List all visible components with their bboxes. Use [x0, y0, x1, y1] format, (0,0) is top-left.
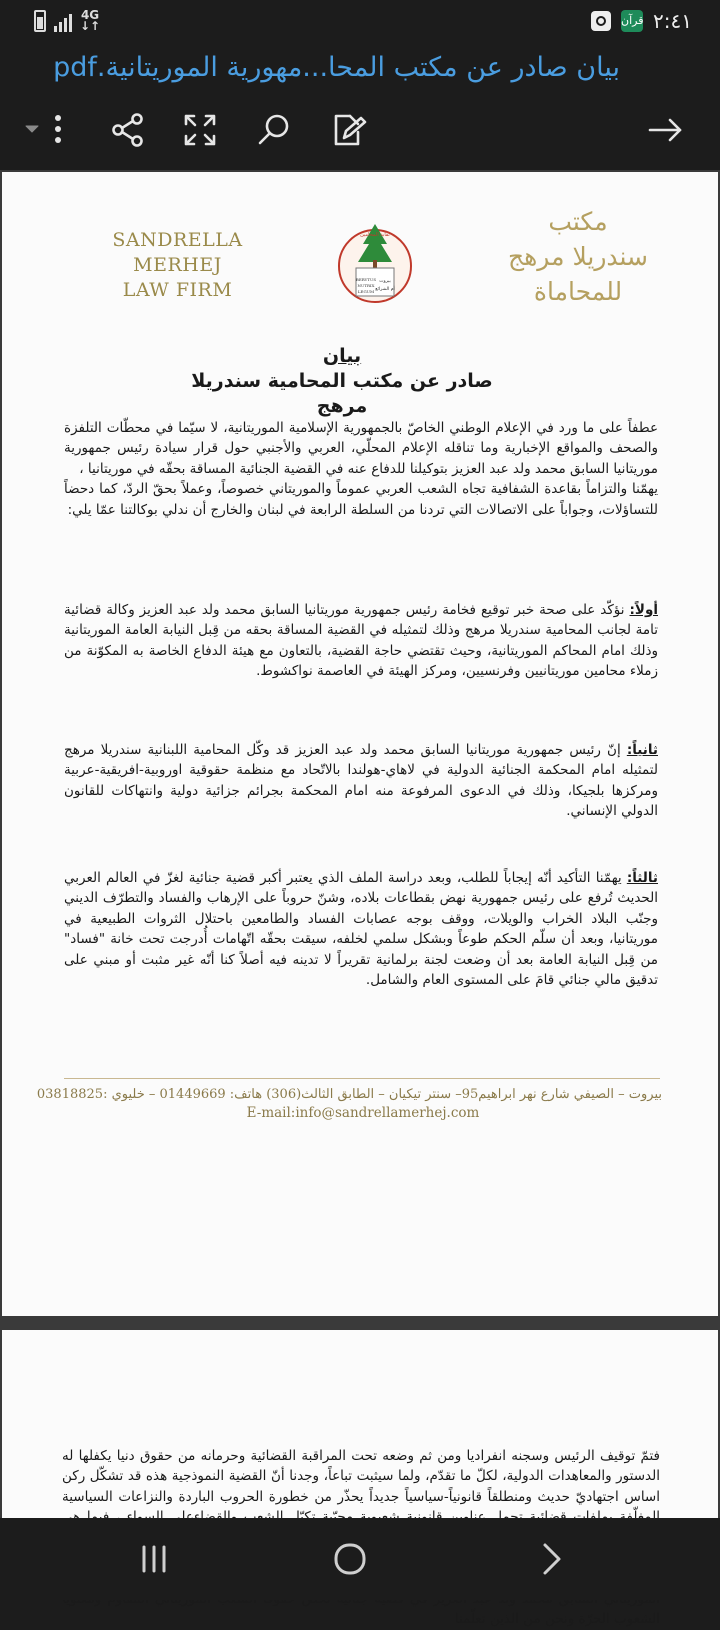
status-right: [591, 9, 692, 33]
pdf-viewer[interactable]: [0, 170, 720, 1628]
alarm-icon: [591, 11, 611, 31]
fullscreen-button[interactable]: [178, 108, 222, 152]
home-button[interactable]: [320, 1534, 380, 1584]
paragraph-first: أولاً: نؤكّد على صحة خبر توقيع فخامة رئيس جمهورية موريتانيا السابق محمد ولد عبد العزيز وكالة قضائية تامة لجانب المحامية سندريلا مرهج وذلك لتمثيله في القضية المساقة بحقه من قِبل النيابة العامة الموريتانية وذلك امام المحاكم الموريتانية، وحيث تقتضي حاجة القضية، بالتعاون مع هيئة الدفاع الخاصة به المكوّنة من زملاء محامين موريتانيين وفرنسيين، ومركز الهيئة في العاصمة نواكشوط.: [64, 602, 658, 680]
status-time: ٢:٤١: [653, 9, 692, 33]
pdf-page-1: [2, 172, 718, 1316]
status-bar: [0, 0, 720, 44]
svg-text:بيروت: بيروت: [379, 279, 391, 284]
paragraph-third: ثالثاً: يهمّنا التأكيد أنّه إيجاباً للطلب، وبعد دراسة الملف الذي يعتبر أكبر قضية جنائية لغزّ في العالم العربي الحديث تُرفع على رئيس جمهورية نهض بقطاعات بلاده، وشنّ حروباً على الإرهاب والفساد والتطرّف الديني وجنّب البلاد الخراب والويلات، ووقف بوجه عصابات الفساد والطامعين باحتلال الثروات الطبيعية في موريتانيا، وبعد أن سلّم الحكم طوعاً وبشكل سلمي لخلفه، سيقت بحقّه اتّهامات أُدرجت تحت خانة "فساد" من قِبل النيابة العامة بعد أن وضعت لجنة برلمانية تقريراً لا تدينه فيه أصلاً كنا أنّه غير مثبت أو مبني على تدقيق مالي جنائي قامَ على المستوى العام والشامل.: [64, 870, 658, 989]
edit-pdf-icon: [330, 112, 366, 148]
svg-text:LEGUM: LEGUM: [357, 289, 375, 294]
svg-text:أم الشرائع: أم الشرائع: [375, 287, 395, 292]
footer-email: E-mail:info@sandrellamerhej.com: [246, 1105, 480, 1121]
firm-name-arabic: مكتب سندريلا مرهج للمحاماة: [507, 207, 648, 306]
paragraph-label: ثالثاً:: [626, 870, 658, 886]
recent-apps-button[interactable]: [124, 1534, 184, 1584]
network-type: 4G ↓↑: [80, 8, 101, 33]
home-icon: [330, 1539, 370, 1579]
intro-paragraph: عطفاً على ما ورد في الإعلام الوطني الخاصّ بالجمهورية الإسلامية الموريتانية، لا سيّما في محطّات التلفزة والصحف والمواقع الإخبارية وما تناقله الإعلام المحلّي، العربي والأجنبي حول قرار سيادة رئيس جمهورية موريتانيا السابق محمد ولد عبد العزيز بتوكيلنا للدفاع عنه في القضية الجنائية المساقة بحقّه في موريتانيا ، يهمّنا والتزاماً بقاعدة الشفافية تجاه الشعب العربي عموماً والموريتاني خصوصاً، وعملاً بحقّ الردّ، كما دحضاً للتساؤلات، وجواباً على الاتصالات التي تردنا من السلطة الرابعة في لبنان والخارج أن ندلي بوكالتنا عمّا يلي:: [64, 420, 658, 518]
bar-association-seal-logo: [336, 206, 414, 306]
back-button[interactable]: [520, 1534, 580, 1584]
svg-text:BERYTUS: BERYTUS: [355, 277, 377, 282]
paragraph-label: أولاً:: [629, 602, 658, 618]
more-options-icon: [20, 110, 70, 150]
statement-heading: [182, 344, 502, 419]
fullscreen-icon: [182, 112, 218, 148]
system-navigation-bar: [0, 1518, 720, 1600]
statement-subtitle: صادر عن مكتب المحامية سندريلا مرهج: [191, 370, 493, 417]
page-2-paragraph: فتمّ توقيف الرئيس وسجنه انفراديا ومن ثم وضعه تحت المراقبة القضائية وحرمانه من حقوق دنيا يكفلها له الدستور والمعاهدات الدولية، لكلّ ما تقدّم، ولما سيثبت تباعاً، وجدنا أنّ القضية النموذجية هذه قد تشكّل ركن اساس اجتهاديّ حديث ومنطلقاً قانونياً-سياسياً جديداً يحذّر من خطورة الحروب الباردة والنزاعات السياسية الشعوب الحرّة ونحن من الذين تعلّمنا: [62, 1448, 660, 1628]
document-title: بيان صادر عن مكتب المحا...مهورية الموريتانية.pdf: [53, 52, 620, 83]
svg-text:نقابة المحامين: نقابة المحامين: [360, 232, 390, 238]
share-button[interactable]: [106, 108, 150, 152]
signal-icon: [54, 12, 72, 32]
paragraph-second: ثانياً: إنّ رئيس جمهورية موريتانيا السابق محمد ولد عبد العزيز قد وكّل المحامية اللبنانية سندريلا مرهج لتمثيله امام المحكمة الجنائية الدولية في لاهاي-هولندا بالاتّحاد مع منظمة حقوقية اوروبية-افريقية-عربية ومركزها بلجيكا، وذلك في الدعوى المرفوعة منه امام المحكمة بجرائم جزائية دولية وانتهاكات للقانون الدولي الإنساني.: [64, 742, 658, 820]
pdf-page-2: [2, 1330, 718, 1628]
footer-divider: [64, 1078, 660, 1079]
next-button[interactable]: [644, 108, 688, 152]
recent-apps-icon: [134, 1539, 174, 1579]
statement-title: بيان: [322, 345, 362, 367]
search-button[interactable]: [252, 108, 296, 152]
quran-app-icon: قرآن: [621, 10, 643, 32]
share-icon: [110, 112, 146, 148]
back-icon: [530, 1539, 570, 1579]
status-indicators: [34, 10, 100, 32]
battery-icon: [34, 10, 46, 32]
more-options-button[interactable]: [18, 108, 72, 152]
firm-name-english: SANDRELLA MERHEJ LAW FIRM: [112, 229, 243, 301]
svg-text:NUTRIX: NUTRIX: [357, 283, 375, 288]
edit-pdf-button[interactable]: [326, 108, 370, 152]
next-icon: [646, 112, 686, 148]
paragraph-label: ثانياً:: [626, 742, 658, 758]
toolbar: [0, 100, 720, 170]
title-bar: [0, 44, 720, 100]
footer-address: بيروت – الصيفي شارع نهر ابراهيم95– سنتر تيكيان – الطابق الثالث(306) هاتف: 01449669 – خليوي :03818825: [36, 1087, 662, 1102]
search-icon: [256, 112, 292, 148]
